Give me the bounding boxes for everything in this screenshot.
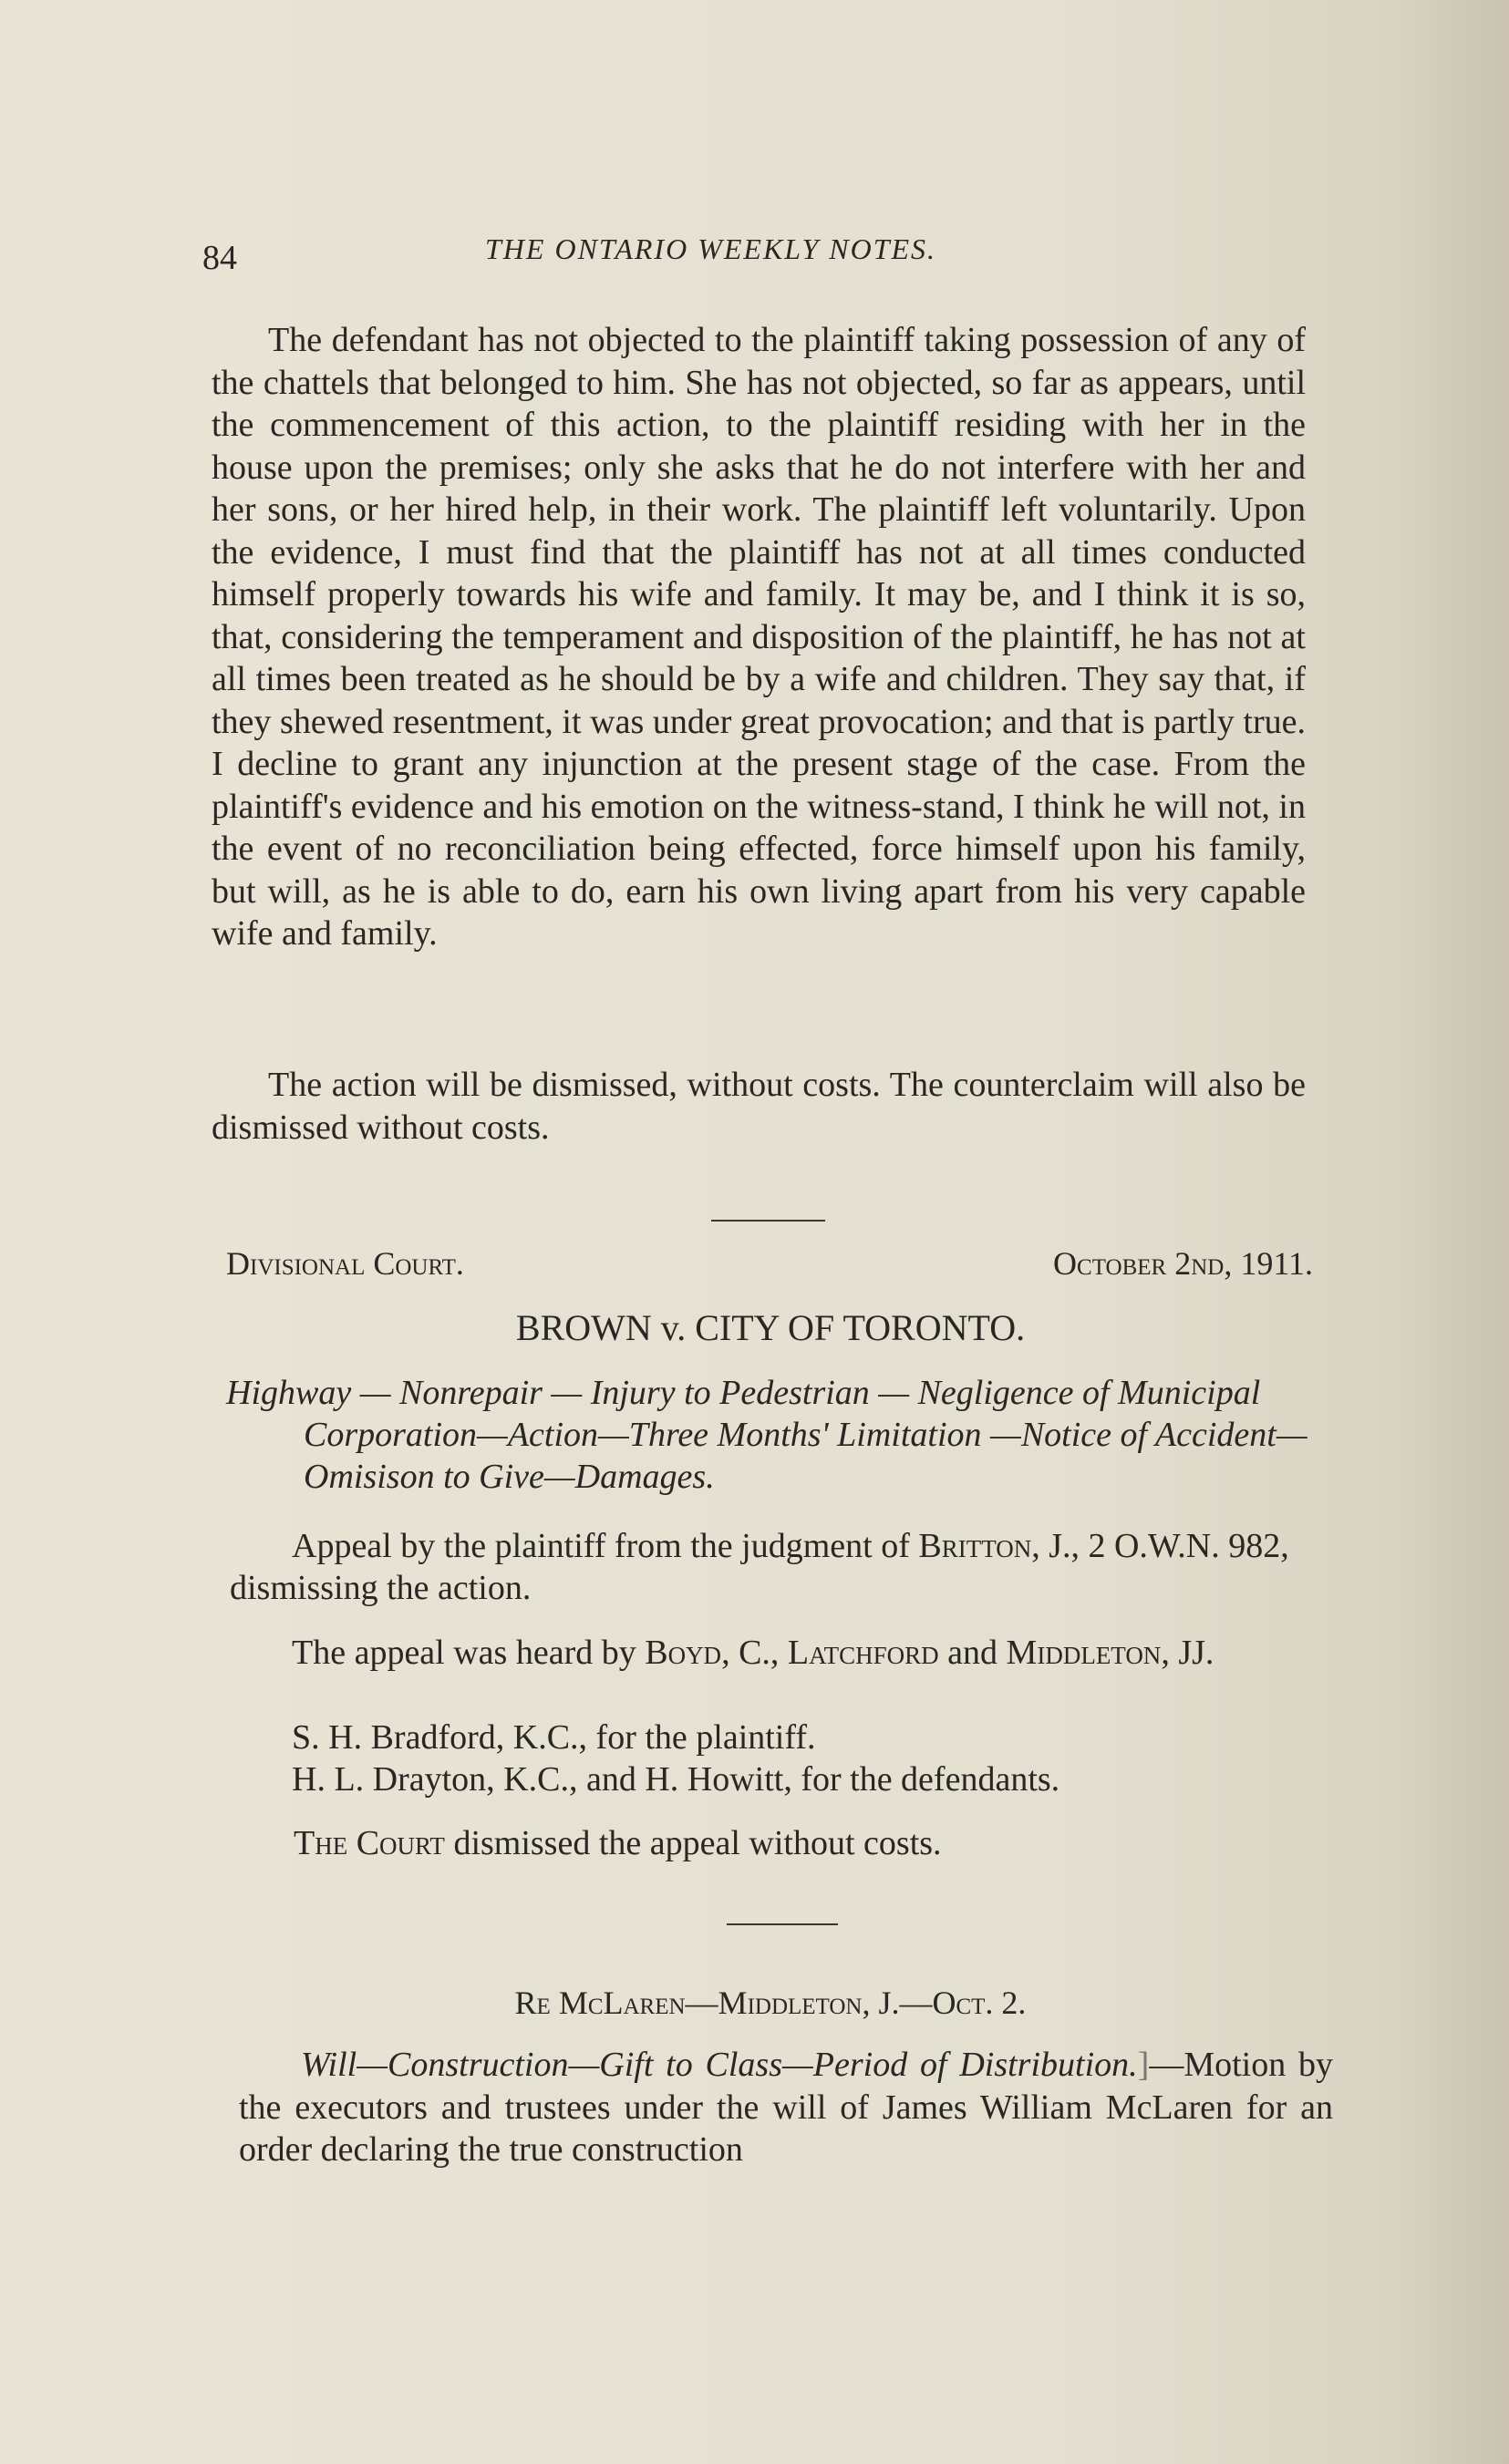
re-mclaren-title: Re McLaren—Middleton, J.—Oct. 2. [514,1985,1027,2021]
appeal-text-a: Appeal by the plaintiff from the judgment of [292,1527,919,1565]
will-paragraph [239,2044,1333,2171]
court-decision-lead: The Court [294,1824,445,1862]
judgment-paragraph-1 [212,319,1306,955]
judgment-paragraph-2-text: The action will be dismissed, without costs. The counterclaim will also be dismissed without costs. [212,1066,1306,1147]
section-divider [711,1220,825,1222]
counsel-plaintiff: S. H. Bradford, K.C., for the plaintiff. [292,1718,816,1757]
heard-text-c: and [938,1634,1007,1672]
heard-paragraph [230,1632,1313,1674]
court-decision [294,1823,1315,1863]
heard-judge-boyd: Boyd [645,1634,722,1672]
counsel-defendants: H. L. Drayton, K.C., and H. Howitt, for the defendants. [292,1760,1060,1799]
appeal-paragraph [230,1525,1313,1609]
will-text: —Motion by the executors and trustees under the will of James William McLaren for an order declaring the true construction [239,2046,1334,2169]
heard-text-d: , JJ. [1161,1634,1214,1672]
heard-text-b: , C., [721,1634,788,1672]
case-title: BROWN v. CITY OF TORONTO. [515,1307,1026,1348]
judgment-paragraph-2 [212,1064,1306,1149]
heard-text-a: The appeal was heard by [292,1634,646,1672]
court-decision-text: dismissed the appeal without costs. [444,1824,942,1862]
judgment-paragraph-1-text: The defendant has not objected to the plaintiff taking possession of any of the chattels that belonged to him. She has not objected, so far as appears, until the commencement of this action, to the plaintiff residing with her in the house upon the premises; only she asks that he do not interfere with her and her sons, or her hired help, in their work. The plaintiff left voluntarily. Upon the evidence, I must find that the plaintiff has not at all times conducted himself properly towards his wife and family. It may be, and I think it is so, that, considering the temperament and disposition of the plaintiff, he has not at all times been treated as he should be by a wife and children. They say that, if they shewed resentment, it was under great provocation; and that is partly true. I decline to grant any injunction at the present stage of the case. From the plaintiff's evidence and his emotion on the witness-stand, I think he will not, in the event of no reconciliation being effected, force himself upon his family, but will, as he is able to do, earn his own living apart from his very capable wife and family. [212,321,1306,953]
heard-judge-latchford: Latchford [787,1634,939,1672]
court-date-line [226,1244,1313,1290]
case-headnote: Highway — Nonrepair — Injury to Pedestrian — Negligence of Municipal Corporation—Action—Three Months' Limitation —Notice of Accident—Omisison to Give—Damages. [226,1374,1307,1496]
bracket-mark: ] [1137,2046,1150,2084]
heard-judge-middleton: Middleton [1006,1634,1162,1672]
appeal-text-b: , J., 2 O.W.N. 982, dismissing the action. [230,1527,1289,1607]
decision-date: October 2nd, 1911. [1053,1245,1313,1282]
appeal-judge: Britton [918,1527,1032,1565]
page-header [202,232,1324,278]
running-title: THE ONTARIO WEEKLY NOTES. [485,232,937,265]
court-name: Divisional Court. [226,1245,464,1282]
page-number: 84 [202,239,237,277]
will-headnote: Will—Construction—Gift to Class—Period of Distribution. [301,2046,1138,2084]
section-divider [727,1923,838,1925]
